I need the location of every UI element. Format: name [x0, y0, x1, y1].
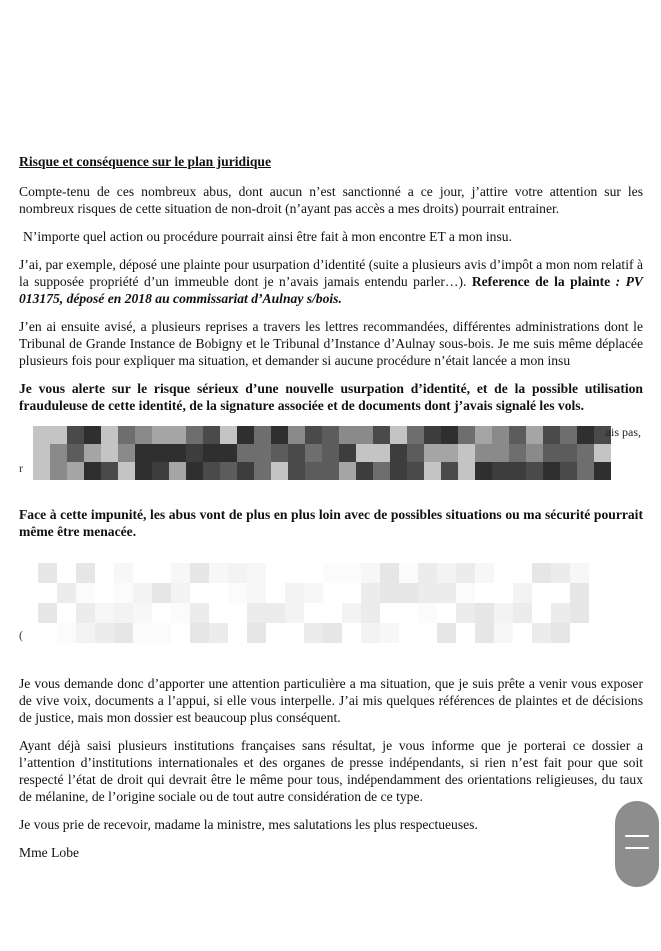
redaction-pixel: [285, 583, 304, 603]
redaction-pixel: [551, 603, 570, 623]
redaction-pixel: [50, 426, 67, 444]
redaction-pixel: [288, 426, 305, 444]
redaction-pixel: [67, 426, 84, 444]
redaction-pixel: [209, 563, 228, 583]
redaction-pixel: [594, 462, 611, 480]
redaction-pixel: [380, 563, 399, 583]
redaction-pixel: [560, 444, 577, 462]
redaction-pixel: [492, 462, 509, 480]
redaction-pixel: [342, 583, 361, 603]
redaction-pixel: [152, 603, 171, 623]
redaction-pixel: [171, 583, 190, 603]
redaction-pixel: [271, 426, 288, 444]
paragraph-risks: Compte-tenu de ces nombreux abus, dont aucun n’est sanctionné a ce jour, j’attire votre attention sur les nombreux risques de cette situation de non-droit (n’ayant pas accès a mes droits) pourrait entrainer.: [19, 184, 643, 216]
redaction-pixel: [114, 603, 133, 623]
redacted-fragment-3: (: [19, 628, 23, 642]
redaction-pixel: [203, 444, 220, 462]
paragraph-closing: Je vous prie de recevoir, madame la ministre, mes salutations les plus respectueuses.: [19, 817, 478, 832]
redaction-pixel: [133, 583, 152, 603]
redaction-pixel: [532, 563, 551, 583]
redaction-pixel: [577, 462, 594, 480]
redaction-pixel: [570, 603, 589, 623]
paragraph-complaint: [19, 256, 643, 307]
redaction-pixel: [190, 563, 209, 583]
redaction-pixel: [577, 444, 594, 462]
redacted-fragment-2: r: [19, 461, 23, 475]
signature: Mme Lobe: [19, 845, 80, 860]
redaction-pixel: [152, 623, 171, 643]
redaction-pixel: [209, 623, 228, 643]
redaction-pixel: [339, 462, 356, 480]
redaction-pixel: [475, 603, 494, 623]
redaction-pixel: [458, 462, 475, 480]
redaction-pixel: [247, 563, 266, 583]
redaction-pixel: [38, 623, 57, 643]
redaction-pixel: [203, 462, 220, 480]
document-page: [19, 153, 643, 872]
redaction-pixel: [101, 426, 118, 444]
redaction-pixel: [228, 603, 247, 623]
redaction-pixel: [390, 444, 407, 462]
redaction-pixel: [95, 583, 114, 603]
redaction-pixel: [304, 583, 323, 603]
redaction-pixel: [84, 426, 101, 444]
redaction-pixel: [399, 583, 418, 603]
redaction-pixel: [342, 563, 361, 583]
redaction-pixel: [424, 426, 441, 444]
scroll-handle[interactable]: [615, 801, 659, 887]
redaction-pixel: [494, 603, 513, 623]
redaction-pixel: [551, 563, 570, 583]
redaction-pixel: [152, 444, 169, 462]
redaction-pixel: [513, 603, 532, 623]
redaction-pixel: [133, 563, 152, 583]
redaction-pixel: [560, 426, 577, 444]
redaction-pixel: [304, 623, 323, 643]
redaction-pixel: [33, 462, 50, 480]
complaint-reference-value: : PV 013175, déposé en 2018 au commissariat d’Aulnay s/bois.: [19, 274, 643, 306]
redaction-pixel: [526, 426, 543, 444]
redaction-pixel: [513, 563, 532, 583]
redaction-pixel: [551, 583, 570, 603]
redaction-pixel: [84, 462, 101, 480]
redaction-pixel: [19, 563, 38, 583]
redaction-pixel: [228, 563, 247, 583]
redaction-pixel: [38, 563, 57, 583]
redacted-fragment-1: ais pas,: [605, 425, 641, 439]
redaction-pixel: [532, 623, 551, 643]
redaction-pixel: [509, 462, 526, 480]
redaction-pixel: [475, 583, 494, 603]
redaction-pixel: [152, 426, 169, 444]
redaction-pixel: [380, 583, 399, 603]
redaction-pixel: [339, 426, 356, 444]
redaction-pixel: [288, 462, 305, 480]
redaction-pixel: [220, 426, 237, 444]
redaction-pixel: [323, 623, 342, 643]
paragraph-notifications: J’en ai ensuite avisé, a plusieurs reprises a travers les lettres recommandées, différentes administrations dont le Tribunal de Grande Instance de Bobigny et le Tribunal d’Instance d’Aulnay sous-bois. Je me suis même déplacée plusieurs fois pour expliquer ma situation, et demander si aucune procédure n’était lancée a mon insu: [19, 319, 643, 368]
redaction-pixel: [526, 444, 543, 462]
redaction-pixel: [135, 462, 152, 480]
complaint-text: J’ai, par exemple, déposé une plainte pour usurpation d’identité (suite a plusieurs avis d’impôt a mon nom relatif à la supposée propriété d’un immeuble dont je n’avais jamais entendu parler…).: [19, 257, 643, 289]
redaction-pixel: [577, 426, 594, 444]
redaction-pixel: [456, 583, 475, 603]
redaction-pixel: [323, 603, 342, 623]
redaction-pixel: [458, 426, 475, 444]
redaction-pixel: [456, 623, 475, 643]
redaction-pixel: [76, 563, 95, 583]
redaction-pixel: [509, 444, 526, 462]
redaction-pixel: [19, 603, 38, 623]
redaction-pixel: [304, 563, 323, 583]
redaction-pixel: [101, 462, 118, 480]
redaction-pixel: [266, 583, 285, 603]
redaction-pixel: [209, 603, 228, 623]
redaction-pixel: [399, 623, 418, 643]
redaction-pixel: [513, 583, 532, 603]
paragraph-alert: Je vous alerte sur le risque sérieux d’une nouvelle usurpation d’identité, et de la possible utilisation frauduleuse de cette identité, de la signature associée et de documents dont j’avais signalé les vols.: [19, 381, 643, 413]
redaction-pixel: [171, 563, 190, 583]
redaction-pixel: [390, 462, 407, 480]
redaction-pixel: [513, 623, 532, 643]
redaction-pixel: [190, 583, 209, 603]
redaction-pixel: [570, 583, 589, 603]
redaction-pixel: [456, 603, 475, 623]
redaction-pixel: [373, 462, 390, 480]
redaction-pixel: [38, 583, 57, 603]
redaction-pixel: [361, 623, 380, 643]
redaction-pixel: [494, 623, 513, 643]
redaction-pixel: [285, 563, 304, 583]
redaction-pixel: [254, 426, 271, 444]
redaction-pixel: [494, 583, 513, 603]
redaction-pixel: [135, 444, 152, 462]
redaction-pixel: [532, 603, 551, 623]
redaction-pixel: [57, 563, 76, 583]
redaction-pixel: [19, 583, 38, 603]
redaction-pixel: [441, 444, 458, 462]
redaction-pixel: [57, 623, 76, 643]
handle-grip-icon: [625, 847, 649, 849]
redaction-pixel: [285, 623, 304, 643]
redaction-pixel: [186, 444, 203, 462]
redaction-pixel: [95, 603, 114, 623]
redaction-pixel: [33, 426, 50, 444]
section-heading: Risque et conséquence sur le plan juridique: [19, 154, 272, 169]
redaction-pixel: [407, 444, 424, 462]
redaction-pixel: [437, 603, 456, 623]
redaction-pixel: [305, 444, 322, 462]
redaction-pixel: [288, 444, 305, 462]
redaction-pixel: [57, 583, 76, 603]
redaction-pixel: [543, 426, 560, 444]
redaction-pixel: [456, 563, 475, 583]
redaction-pixel: [228, 623, 247, 643]
redaction-pixel: [407, 462, 424, 480]
redaction-pixel: [304, 603, 323, 623]
redaction-pixel: [254, 462, 271, 480]
redaction-pixel: [322, 426, 339, 444]
redaction-pixel: [399, 603, 418, 623]
redaction-pixel: [532, 583, 551, 603]
redaction-pixel: [247, 623, 266, 643]
redaction-pixel: [114, 563, 133, 583]
redaction-pixel: [76, 623, 95, 643]
redaction-pixel: [494, 563, 513, 583]
redaction-pixel: [114, 623, 133, 643]
redaction-pixel: [380, 623, 399, 643]
redaction-pixel: [285, 603, 304, 623]
redaction-pixel: [67, 462, 84, 480]
redaction-pixel: [266, 563, 285, 583]
redaction-pixel: [437, 563, 456, 583]
redaction-pixel: [543, 444, 560, 462]
redaction-pixel: [95, 563, 114, 583]
redaction-pixel: [441, 426, 458, 444]
redaction-pixel: [390, 426, 407, 444]
redaction-pixel: [76, 583, 95, 603]
paragraph-request: Je vous demande donc d’apporter une attention particulière a ma situation, que je suis prête a venir vous exposer de vive voix, documents a l’appui, si elle vous interpelle. J’ai mis quelques références de plaintes et de décisions de justice, mais mon dossier est beaucoup plus conséquent.: [19, 676, 643, 725]
redaction-pixel: [38, 603, 57, 623]
paragraph-institutions: Ayant déjà saisi plusieurs institutions françaises sans résultat, je vous informe que je porterai ce dossier a l’attention d’institutions internationales et des organes de presse indépendants, si rien n’est fait pour que soit respecté l’état de droit qui devrait être le même pour tous, indépendamment des orientations religieuses, du taux de mélanine, de l’origine sociale ou de tout autre considération de ce type.: [19, 738, 643, 804]
redaction-pixel: [361, 583, 380, 603]
redaction-pixel: [551, 623, 570, 643]
redaction-pixel: [266, 623, 285, 643]
redaction-pixel: [247, 583, 266, 603]
redaction-pixel: [152, 563, 171, 583]
redaction-pixel: [84, 444, 101, 462]
redaction-pixel: [373, 444, 390, 462]
redaction-pixel: [424, 444, 441, 462]
redaction-pixel: [135, 426, 152, 444]
redaction-pixel: [57, 603, 76, 623]
redaction-pixel: [237, 426, 254, 444]
redaction-pixel: [399, 563, 418, 583]
redaction-pixel: [339, 444, 356, 462]
complaint-reference-label: Reference de la plainte: [471, 274, 611, 289]
redaction-pixel: [356, 462, 373, 480]
redaction-pixel: [305, 462, 322, 480]
redaction-pixel: [220, 444, 237, 462]
redaction-pixel: [133, 623, 152, 643]
redaction-pixel: [361, 603, 380, 623]
redacted-block-2: [19, 551, 643, 661]
redaction-pixel: [237, 462, 254, 480]
redaction-pixel: [361, 563, 380, 583]
redaction-pixel: [50, 444, 67, 462]
paragraph-actions: N’importe quel action ou procédure pourrait ainsi être fait à mon encontre ET a mon insu.: [23, 229, 512, 244]
redaction-pixel: [247, 603, 266, 623]
redaction-pixel: [475, 563, 494, 583]
redaction-pixel: [237, 444, 254, 462]
redaction-pixel: [169, 426, 186, 444]
redaction-pixel: [570, 623, 589, 643]
redaction-pixel: [118, 426, 135, 444]
redaction-pixel: [76, 603, 95, 623]
redaction-pixel: [342, 623, 361, 643]
redaction-pixel: [418, 603, 437, 623]
redaction-pixel: [560, 462, 577, 480]
redaction-pixel: [171, 603, 190, 623]
redaction-pixel: [380, 603, 399, 623]
redaction-pixel: [322, 444, 339, 462]
redaction-pixel: [418, 583, 437, 603]
redaction-pixel: [356, 426, 373, 444]
redaction-pixel: [190, 603, 209, 623]
redaction-pixel: [475, 623, 494, 643]
redaction-pixel: [118, 462, 135, 480]
paragraph-impunity: Face à cette impunité, les abus vont de plus en plus loin avec de possibles situations ou ma sécurité pourrait même être menacée.: [19, 507, 643, 539]
redaction-pixel: [475, 426, 492, 444]
redaction-pixel: [254, 444, 271, 462]
redaction-pixel: [209, 583, 228, 603]
redaction-pixel: [169, 444, 186, 462]
redaction-pixel: [407, 426, 424, 444]
redaction-pixel: [543, 462, 560, 480]
redaction-pixel: [190, 623, 209, 643]
redaction-pixel: [437, 623, 456, 643]
redaction-pixel: [475, 444, 492, 462]
redaction-pixel: [95, 623, 114, 643]
redaction-pixel: [114, 583, 133, 603]
redaction-pixel: [305, 426, 322, 444]
redaction-pixel: [152, 462, 169, 480]
redaction-pixel: [418, 623, 437, 643]
redaction-pixel: [570, 563, 589, 583]
redaction-pixel: [509, 426, 526, 444]
redaction-pixel: [373, 426, 390, 444]
redaction-pixel: [441, 462, 458, 480]
redaction-pixel: [356, 444, 373, 462]
redaction-pixel: [33, 444, 50, 462]
redaction-pixel: [323, 563, 342, 583]
redaction-pixel: [475, 462, 492, 480]
redaction-pixel: [266, 603, 285, 623]
handle-grip-icon: [625, 835, 649, 837]
redacted-block-1: [19, 420, 643, 490]
redaction-pixel: [437, 583, 456, 603]
redaction-pixel: [186, 426, 203, 444]
redaction-pixel: [186, 462, 203, 480]
redaction-pixel: [492, 444, 509, 462]
redaction-pixel: [323, 583, 342, 603]
redaction-pixel: [492, 426, 509, 444]
redaction-pixel: [203, 426, 220, 444]
redaction-pixel: [271, 462, 288, 480]
redaction-pixel: [101, 444, 118, 462]
redaction-pixel: [133, 603, 152, 623]
redaction-pixel: [152, 583, 171, 603]
redaction-pixel: [594, 444, 611, 462]
redaction-pixel: [169, 462, 186, 480]
redaction-pixel: [228, 583, 247, 603]
redaction-pixel: [418, 563, 437, 583]
redaction-pixel: [220, 462, 237, 480]
redaction-pixel: [342, 603, 361, 623]
redaction-pixel: [424, 462, 441, 480]
redaction-pixel: [67, 444, 84, 462]
redaction-pixel: [271, 444, 288, 462]
redaction-pixel: [118, 444, 135, 462]
redaction-pixel: [50, 462, 67, 480]
redaction-pixel: [458, 444, 475, 462]
redaction-pixel: [171, 623, 190, 643]
redaction-pixel: [526, 462, 543, 480]
redaction-pixel: [322, 462, 339, 480]
